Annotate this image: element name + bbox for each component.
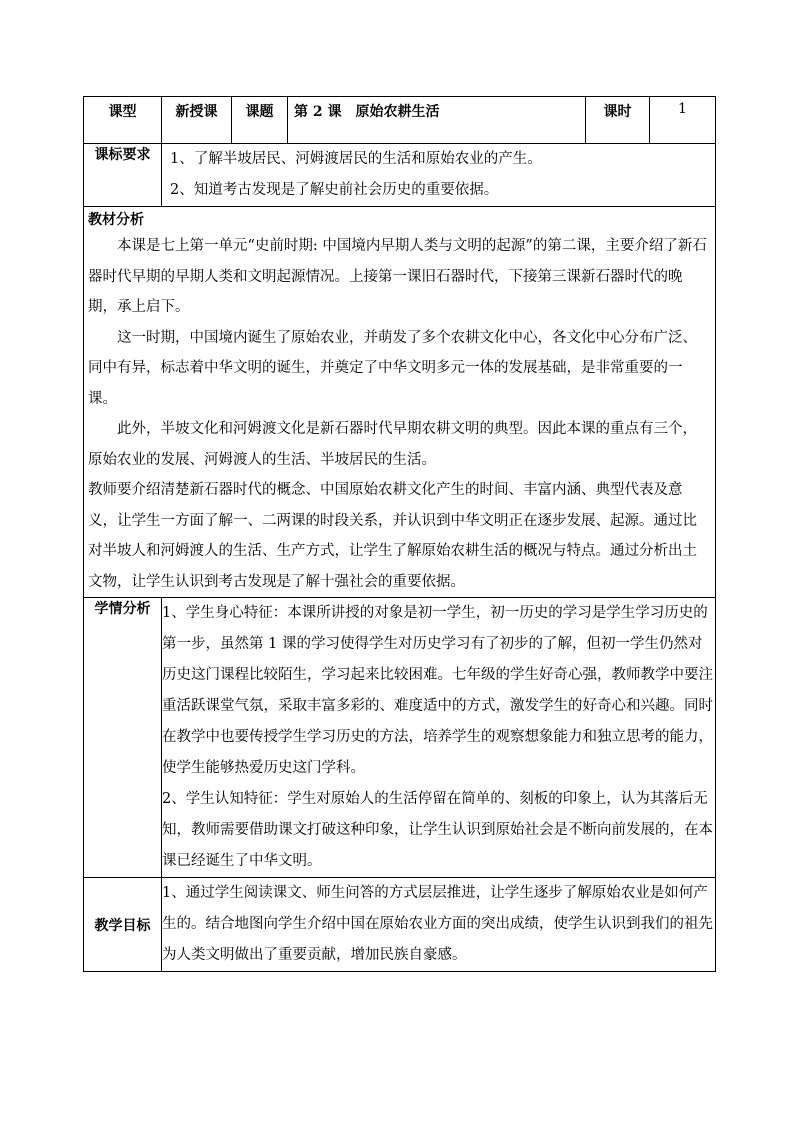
learner-analysis-label: 学情分析 (84, 598, 162, 878)
standards-label: 课标要求 (84, 144, 162, 207)
objectives-paragraph: 1、通过学生阅读课文、师生问答的方式层层推进，让学生逐步了解原始农业是如何产生的。结合地图向学生介绍中国在原始农业方面的突出成绩，使学生认识到我们的祖先为人类文明做出了重要贡献，增加民族自豪感。 (162, 885, 713, 963)
lesson-type-value: 新授课 (162, 97, 232, 144)
textbook-analysis-paragraph: 此外，半坡文化和河姆渡文化是新石器时代早期农耕文明的典型。因此本课的重点有三个，原始农业的发展、河姆渡人的生活、半坡居民的生活。 (88, 421, 697, 468)
textbook-analysis-cell (84, 207, 716, 598)
standards-item: 1、了解半坡居民、河姆渡居民的生活和原始农业的产生。 (170, 151, 542, 167)
lesson-hours-value: 1 (650, 97, 716, 144)
learner-analysis-content (162, 598, 716, 878)
textbook-analysis-paragraph: 教师要介绍清楚新石器时代的概念、中国原始农耕文化产生的时间、丰富内涵、典型代表及意义，让学生一方面了解一、二两课的时段关系，并认识到中华文明正在逐步发展、起源。通过比对半坡人和河姆渡人的生活、生产方式，让学生了解原始农耕生活的概况与特点。通过分析出土文物，让学生认识到考古发现是了解十强社会的重要依据。 (88, 482, 697, 590)
lesson-type-label: 课型 (84, 97, 162, 144)
textbook-analysis-paragraph: 本课是七上第一单元“史前时期: 中国境内早期人类与文明的起源”的第二课，主要介绍了新石器时代早期的早期人类和文明起源情况。上接第一课旧石器时代，下接第三课新石器时代的晚期，承上启下。 (88, 238, 707, 315)
objectives-label: 教学目标 (84, 878, 162, 972)
objectives-row (84, 878, 716, 972)
lesson-hours-label: 课时 (586, 97, 650, 144)
learner-analysis-paragraph: 1、学生身心特征：本课所讲授的对象是初一学生，初一历史的学习是学生学习历史的第一步，虽然第 1 课的学习使得学生对历史学习有了初步的了解，但初一学生仍然对历史这门课程比较陌生，学习起来比较困难。七年级的学生好奇心强，教师教学中要注重活跃课堂气氛，采取丰富多彩的、难度适中的方式，激发学生的好奇心和兴趣。同时在教学中也要传授学生学习历史的方法，培养学生的观察想象能力和独立思考的能力，使学生能够热爱历史这门学科。 (162, 605, 713, 776)
learner-analysis-paragraph: 2、学生认知特征：学生对原始人的生活停留在简单的、刻板的印象上，认为其落后无知，教师需要借助课文打破这种印象，让学生认识到原始社会是不断向前发展的，在本课已经诞生了中华文明。 (162, 791, 713, 869)
textbook-analysis-row (84, 207, 716, 598)
header-row (84, 97, 716, 144)
objectives-content (162, 878, 716, 972)
lesson-topic-label: 课题 (232, 97, 288, 144)
standards-content (162, 144, 716, 207)
learner-analysis-row (84, 598, 716, 878)
standards-item: 2、知道考古发现是了解史前社会历史的重要依据。 (170, 182, 499, 198)
lesson-topic-value: 第 2 课 原始农耕生活 (288, 97, 586, 144)
textbook-analysis-label: 教材分析 (88, 212, 144, 228)
standards-row (84, 144, 716, 207)
textbook-analysis-paragraph: 这一时期，中国境内诞生了原始农业，并萌发了多个农耕文化中心，各文化中心分布广泛、同中有异，标志着中华文明的诞生，并奠定了中华文明多元一体的发展基础，是非常重要的一课。 (88, 329, 697, 407)
lesson-plan-table (83, 96, 716, 972)
